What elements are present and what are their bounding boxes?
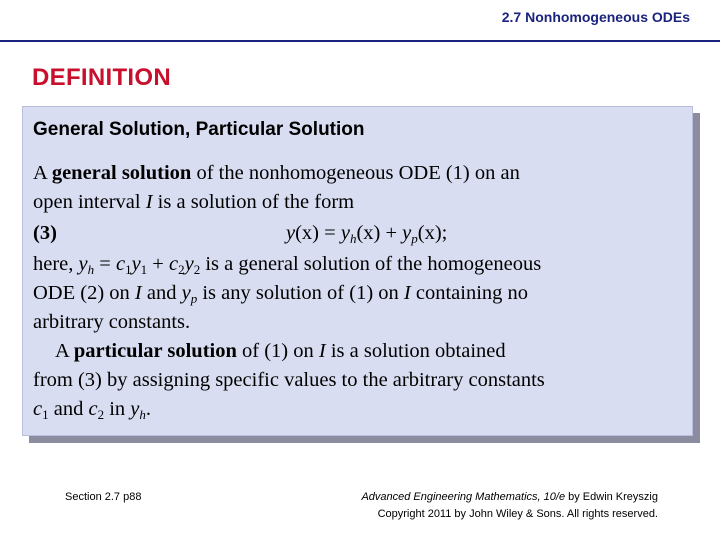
text-line-7: from (3) by assigning specific values to the arbitrary constants: [33, 369, 545, 391]
footer-section-ref: Section 2.7 p88: [65, 491, 142, 503]
definition-label: DEFINITION: [32, 64, 171, 91]
definition-body: [33, 159, 685, 424]
slide-header: 2.7 Nonhomogeneous ODEs: [501, 9, 690, 25]
text-line-8: $c_1$ and $c_2$ in $y_h$.: [33, 398, 152, 422]
text-line-3: here, $y_h = c_1y_1 + c_2y_2$ is a general solution of the homogeneous: [33, 253, 542, 277]
footer-citation: [361, 489, 658, 523]
equation-expression: $y(x) = y_h(x) + y_p(x)$;: [286, 222, 448, 246]
text-line-5: arbitrary constants.: [33, 311, 191, 333]
text-line-4: ODE (2) on I and $y_p$ is any solution of (1) on I containing no: [33, 282, 529, 306]
text-line-6: A particular solution of (1) on I is a solution obtained: [55, 340, 506, 362]
definition-box: [22, 106, 693, 436]
equation-number: (3): [33, 222, 57, 244]
text-line-1: A general solution of the nonhomogeneous ODE (1) on an: [33, 162, 520, 184]
book-author: by Edwin Kreyszig: [565, 491, 658, 503]
equation-3: [33, 217, 685, 250]
book-title: Advanced Engineering Mathematics, 10/e: [361, 491, 566, 503]
text-line-2: open interval I is a solution of the form: [33, 191, 355, 213]
header-divider: [0, 40, 720, 42]
definition-title: General Solution, Particular Solution: [33, 119, 365, 140]
copyright-notice: Copyright 2011 by John Wiley & Sons. All rights reserved.: [377, 508, 658, 520]
